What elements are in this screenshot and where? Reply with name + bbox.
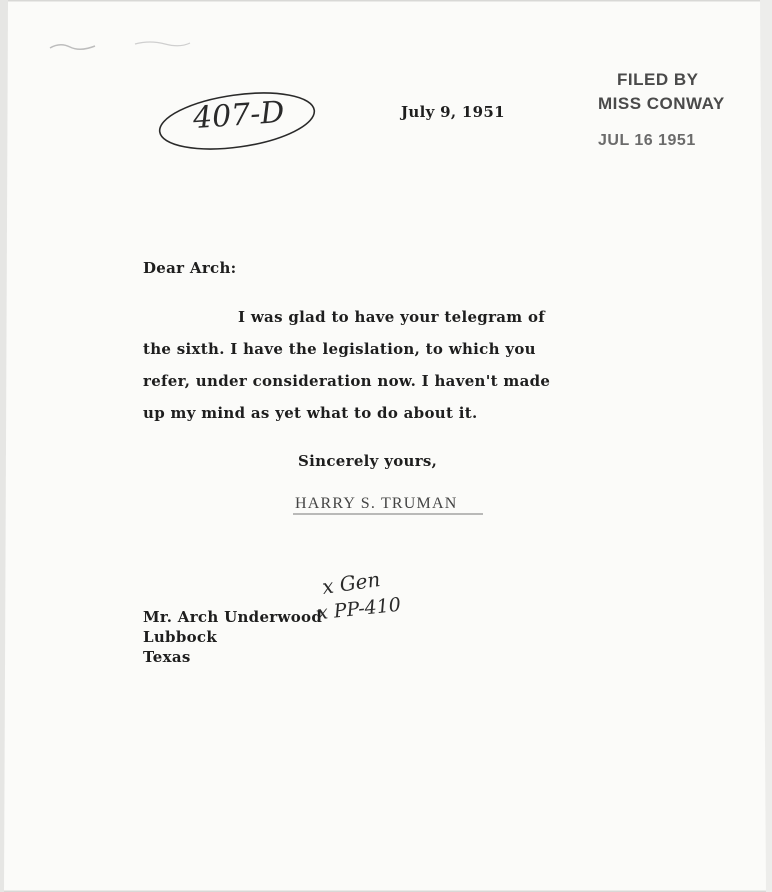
faded-marks (40, 30, 200, 60)
body-line: refer, under consideration now. I haven't made (143, 372, 551, 390)
recipient-name: Mr. Arch Underwood (143, 608, 323, 626)
recipient-city: Lubbock (143, 628, 218, 646)
filed-by-stamp-line1: FILED BY (617, 70, 699, 89)
filed-stamp-date: JUL 16 1951 (598, 132, 696, 149)
body-line: I was glad to have your telegram of (238, 308, 546, 326)
handwritten-note-gen: x Gen (320, 567, 382, 599)
salutation: Dear Arch: (143, 259, 237, 277)
file-number: 407-D (191, 94, 286, 137)
signature: HARRY S. TRUMAN (295, 495, 458, 512)
letter-date: July 9, 1951 (401, 103, 505, 121)
body-line: the sixth. I have the legislation, to which you (143, 340, 536, 358)
closing: Sincerely yours, (298, 452, 438, 470)
recipient-state: Texas (143, 648, 191, 666)
filed-by-stamp-line2: MISS CONWAY (598, 94, 725, 113)
handwritten-note-pp: x PP-410 (316, 593, 402, 625)
signature-underline (293, 513, 483, 515)
body-line: up my mind as yet what to do about it. (143, 404, 478, 422)
